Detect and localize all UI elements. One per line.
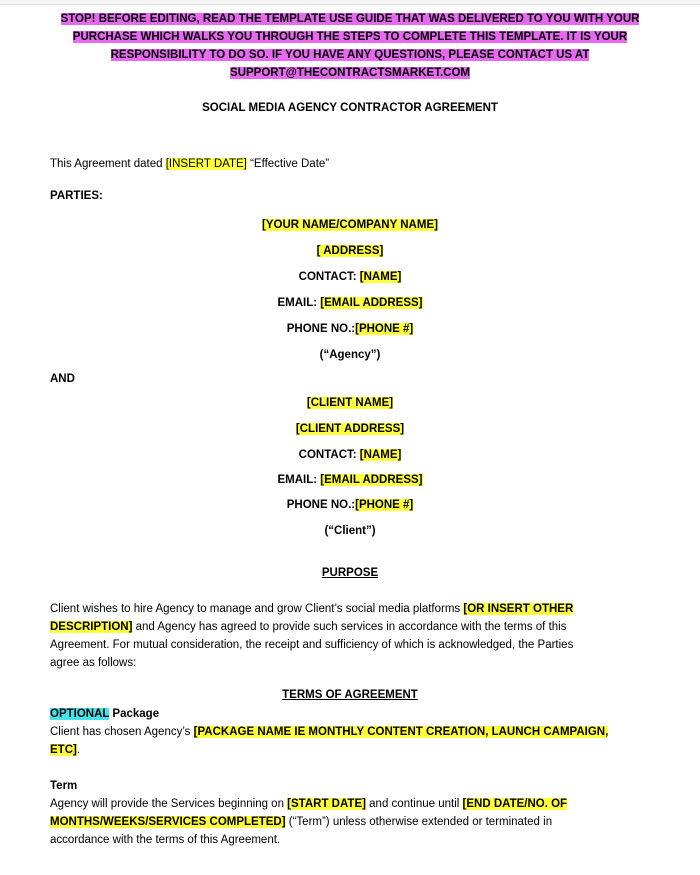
term-text: Agency will provide the Services beginning on — [50, 798, 288, 810]
term-text: (“Term”) unless otherwise extended or terminated in — [285, 816, 553, 828]
client-address-line — [0, 423, 700, 435]
parties-label: PARTIES: — [50, 190, 103, 202]
purpose-placeholder: DESCRIPTION] — [50, 621, 133, 633]
agency-address-line — [0, 245, 700, 257]
end-date-placeholder: MONTHS/WEEKS/SERVICES COMPLETED] — [50, 816, 286, 828]
top-toolbar-edge — [0, 0, 700, 5]
contact-label: CONTACT: — [298, 271, 360, 283]
purpose-text: agree as follows: — [50, 657, 137, 669]
agency-contact-line — [0, 271, 700, 283]
client-name-line — [0, 397, 700, 409]
agency-name: [YOUR NAME/COMPANY NAME] — [262, 219, 438, 231]
package-placeholder: ETC] — [50, 744, 77, 756]
package-text: . — [76, 744, 81, 756]
package-section — [50, 705, 660, 759]
term-text: accordance with the terms of this Agreement. — [50, 834, 281, 846]
date-prefix: This Agreement dated — [50, 158, 166, 170]
agency-address: [ ADDRESS] — [316, 245, 384, 257]
agency-phone: [PHONE #] — [355, 323, 414, 335]
client-role: (“Client”) — [324, 525, 376, 537]
term-label: Term — [50, 780, 78, 792]
warning-notice — [0, 10, 700, 82]
agency-phone-line — [0, 323, 700, 335]
end-date-placeholder: [END DATE/NO. OF — [462, 798, 568, 810]
date-suffix: “Effective Date” — [246, 158, 330, 170]
agency-contact: [NAME] — [359, 271, 402, 283]
and-label: AND — [50, 373, 75, 385]
purpose-text: and Agency has agreed to provide such services in accordance with the terms of this — [132, 621, 567, 633]
package-label: Package — [109, 708, 160, 720]
term-text: and continue until — [365, 798, 463, 810]
email-label: EMAIL: — [277, 474, 321, 486]
purpose-text: Agreement. For mutual consideration, the receipt and sufficiency of which is acknowledged, the Parties — [50, 639, 574, 651]
warning-line: PURCHASE WHICH WALKS YOU THROUGH THE STEPS TO COMPLETE THIS TEMPLATE. IT IS YOUR — [72, 31, 628, 43]
client-name: [CLIENT NAME] — [306, 397, 394, 409]
warning-line: RESPONSIBILITY TO DO SO. IF YOU HAVE ANY QUESTIONS, PLEASE CONTACT US AT — [110, 49, 590, 61]
optional-badge: OPTIONAL — [50, 708, 110, 720]
agreement-date-line — [50, 158, 329, 170]
date-placeholder: [INSERT DATE] — [165, 158, 247, 170]
phone-label: PHONE NO.: — [286, 323, 356, 335]
client-contact-line — [0, 449, 700, 461]
client-phone-line — [0, 499, 700, 511]
client-email-line — [0, 474, 700, 486]
document-title: SOCIAL MEDIA AGENCY CONTRACTOR AGREEMENT — [202, 102, 498, 114]
warning-line: SUPPORT@THECONTRACTSMARKET.COM — [230, 67, 470, 79]
client-email: [EMAIL ADDRESS] — [320, 474, 423, 486]
start-date-placeholder: [START DATE] — [287, 798, 366, 810]
agency-email: [EMAIL ADDRESS] — [320, 297, 423, 309]
purpose-heading: PURPOSE — [321, 567, 379, 579]
purpose-paragraph — [50, 600, 660, 672]
phone-label: PHONE NO.: — [286, 499, 356, 511]
agency-role: (“Agency”) — [319, 349, 381, 361]
email-label: EMAIL: — [277, 297, 321, 309]
package-placeholder: [PACKAGE NAME IE MONTHLY CONTENT CREATION, LAUNCH CAMPAIGN, — [193, 726, 609, 738]
warning-line: STOP! BEFORE EDITING, READ THE TEMPLATE USE GUIDE THAT WAS DELIVERED TO YOU WITH YOUR — [60, 13, 640, 25]
client-contact: [NAME] — [359, 449, 402, 461]
client-address: [CLIENT ADDRESS] — [295, 423, 405, 435]
terms-heading: TERMS OF AGREEMENT — [282, 689, 418, 701]
client-phone: [PHONE #] — [355, 499, 414, 511]
term-section — [50, 777, 660, 849]
contact-label: CONTACT: — [298, 449, 360, 461]
agency-name-line — [0, 219, 700, 231]
purpose-text: Client wishes to hire Agency to manage and grow Client’s social media platforms — [50, 603, 464, 615]
agency-email-line — [0, 297, 700, 309]
package-text: Client has chosen Agency’s — [50, 726, 194, 738]
purpose-placeholder: [OR INSERT OTHER — [463, 603, 574, 615]
